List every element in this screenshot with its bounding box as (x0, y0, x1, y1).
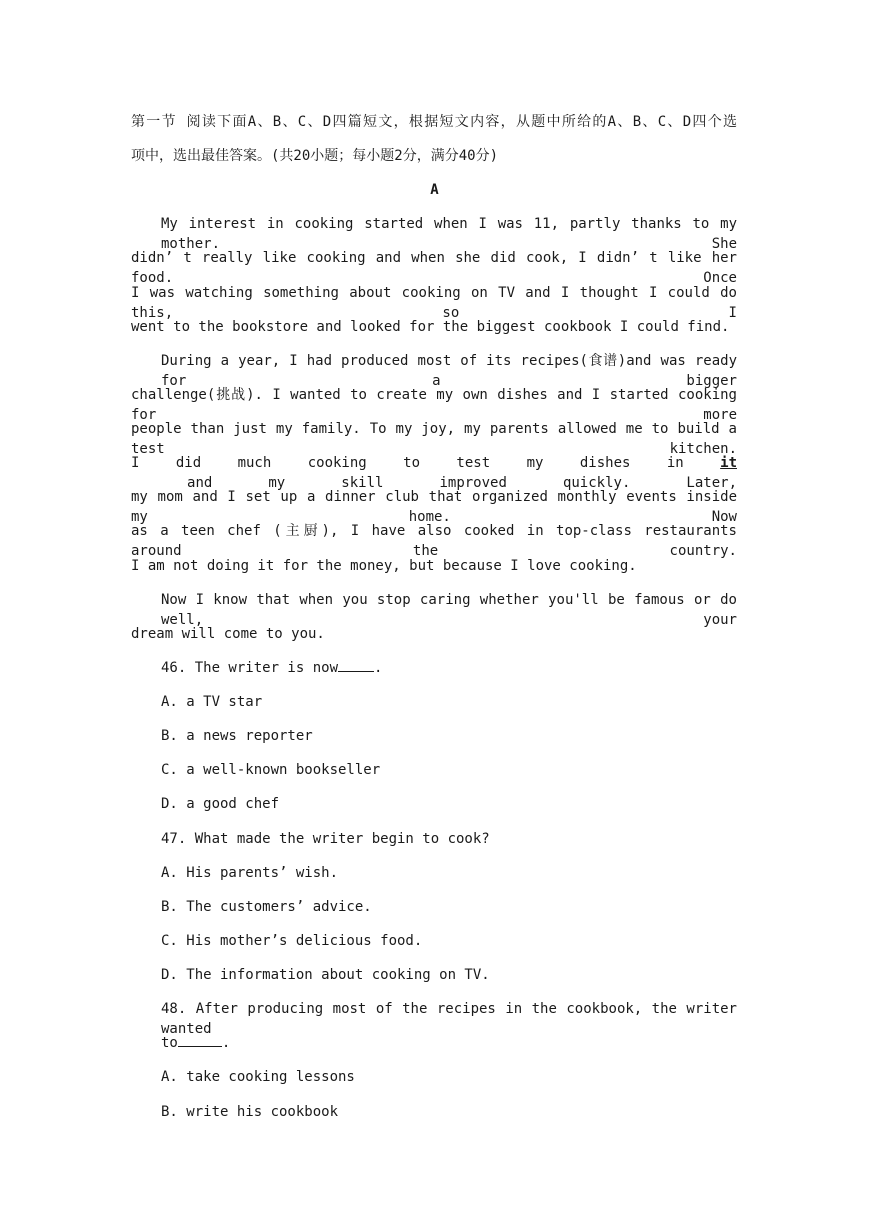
underlined-word-it: it (720, 455, 737, 471)
question-46-option: A. a TV star (161, 694, 263, 710)
question-46-option: D. a good chef (161, 796, 280, 812)
passage-p2-line: I am not doing it for the money, but because I love cooking. (131, 558, 637, 574)
passage-p2-line: as a teen chef (主厨), I have also cooked in top-class restaurants around the country. (131, 523, 737, 559)
passage-p2-line: challenge(挑战). I wanted to create my own dishes and I started cooking for more (131, 387, 737, 423)
answer-blank (338, 658, 374, 672)
question-47-option: D. The information about cooking on TV. (161, 967, 490, 983)
question-47-option: C. His mother’s delicious food. (161, 933, 423, 949)
question-46-option: B. a news reporter (161, 728, 313, 744)
passage-p3-line: dream will come to you. (131, 626, 325, 642)
passage-p2-text: and my skill improved quickly. Later, (131, 475, 737, 491)
question-46-stem: 46. The writer is now . (161, 660, 383, 676)
passage-label: A (430, 182, 439, 198)
passage-p2-line: During a year, I had produced most of its recipes(食谱)and was ready for a bigger (161, 353, 737, 389)
question-47-option: B. The customers’ advice. (161, 899, 372, 915)
section-intro-line-1: 第一节 阅读下面A、B、C、D四篇短文，根据短文内容，从题中所给的A、B、C、D四个选 (131, 114, 737, 130)
passage-p1-line: went to the bookstore and looked for the biggest cookbook I could find. (131, 319, 730, 335)
section-intro-line-2: 项中，选出最佳答案。(共20小题；每小题2分，满分40分) (131, 148, 498, 164)
passage-p1-line: My interest in cooking started when I was 11, partly thanks to my mother. She (161, 216, 737, 252)
passage-p1-line: I was watching something about cooking on TV and I thought I could do this, so I (131, 285, 737, 321)
question-48-option: A. take cooking lessons (161, 1069, 355, 1085)
passage-p2-line: people than just my family. To my joy, my parents allowed me to build a test kitchen. (131, 421, 737, 457)
answer-blank (178, 1033, 222, 1047)
question-48-stem-cont: to . (161, 1035, 231, 1051)
passage-p1-line: didn’ t really like cooking and when she did cook, I didn’ t like her food. Once (131, 250, 737, 286)
question-48-stem: 48. After producing most of the recipes in the cookbook, the writer wanted (161, 1001, 737, 1037)
passage-p2-text: I did much cooking to test my dishes in (131, 455, 721, 471)
question-48-option: B. write his cookbook (161, 1104, 339, 1120)
question-47-option: A. His parents’ wish. (161, 865, 339, 881)
question-47-stem: 47. What made the writer begin to cook? (161, 831, 490, 847)
passage-p2-line: my mom and I set up a dinner club that organized monthly events inside my home. Now (131, 489, 737, 525)
passage-p3-line: Now I know that when you stop caring whether you'll be famous or do well, your (161, 592, 737, 628)
question-46-option: C. a well-known bookseller (161, 762, 381, 778)
